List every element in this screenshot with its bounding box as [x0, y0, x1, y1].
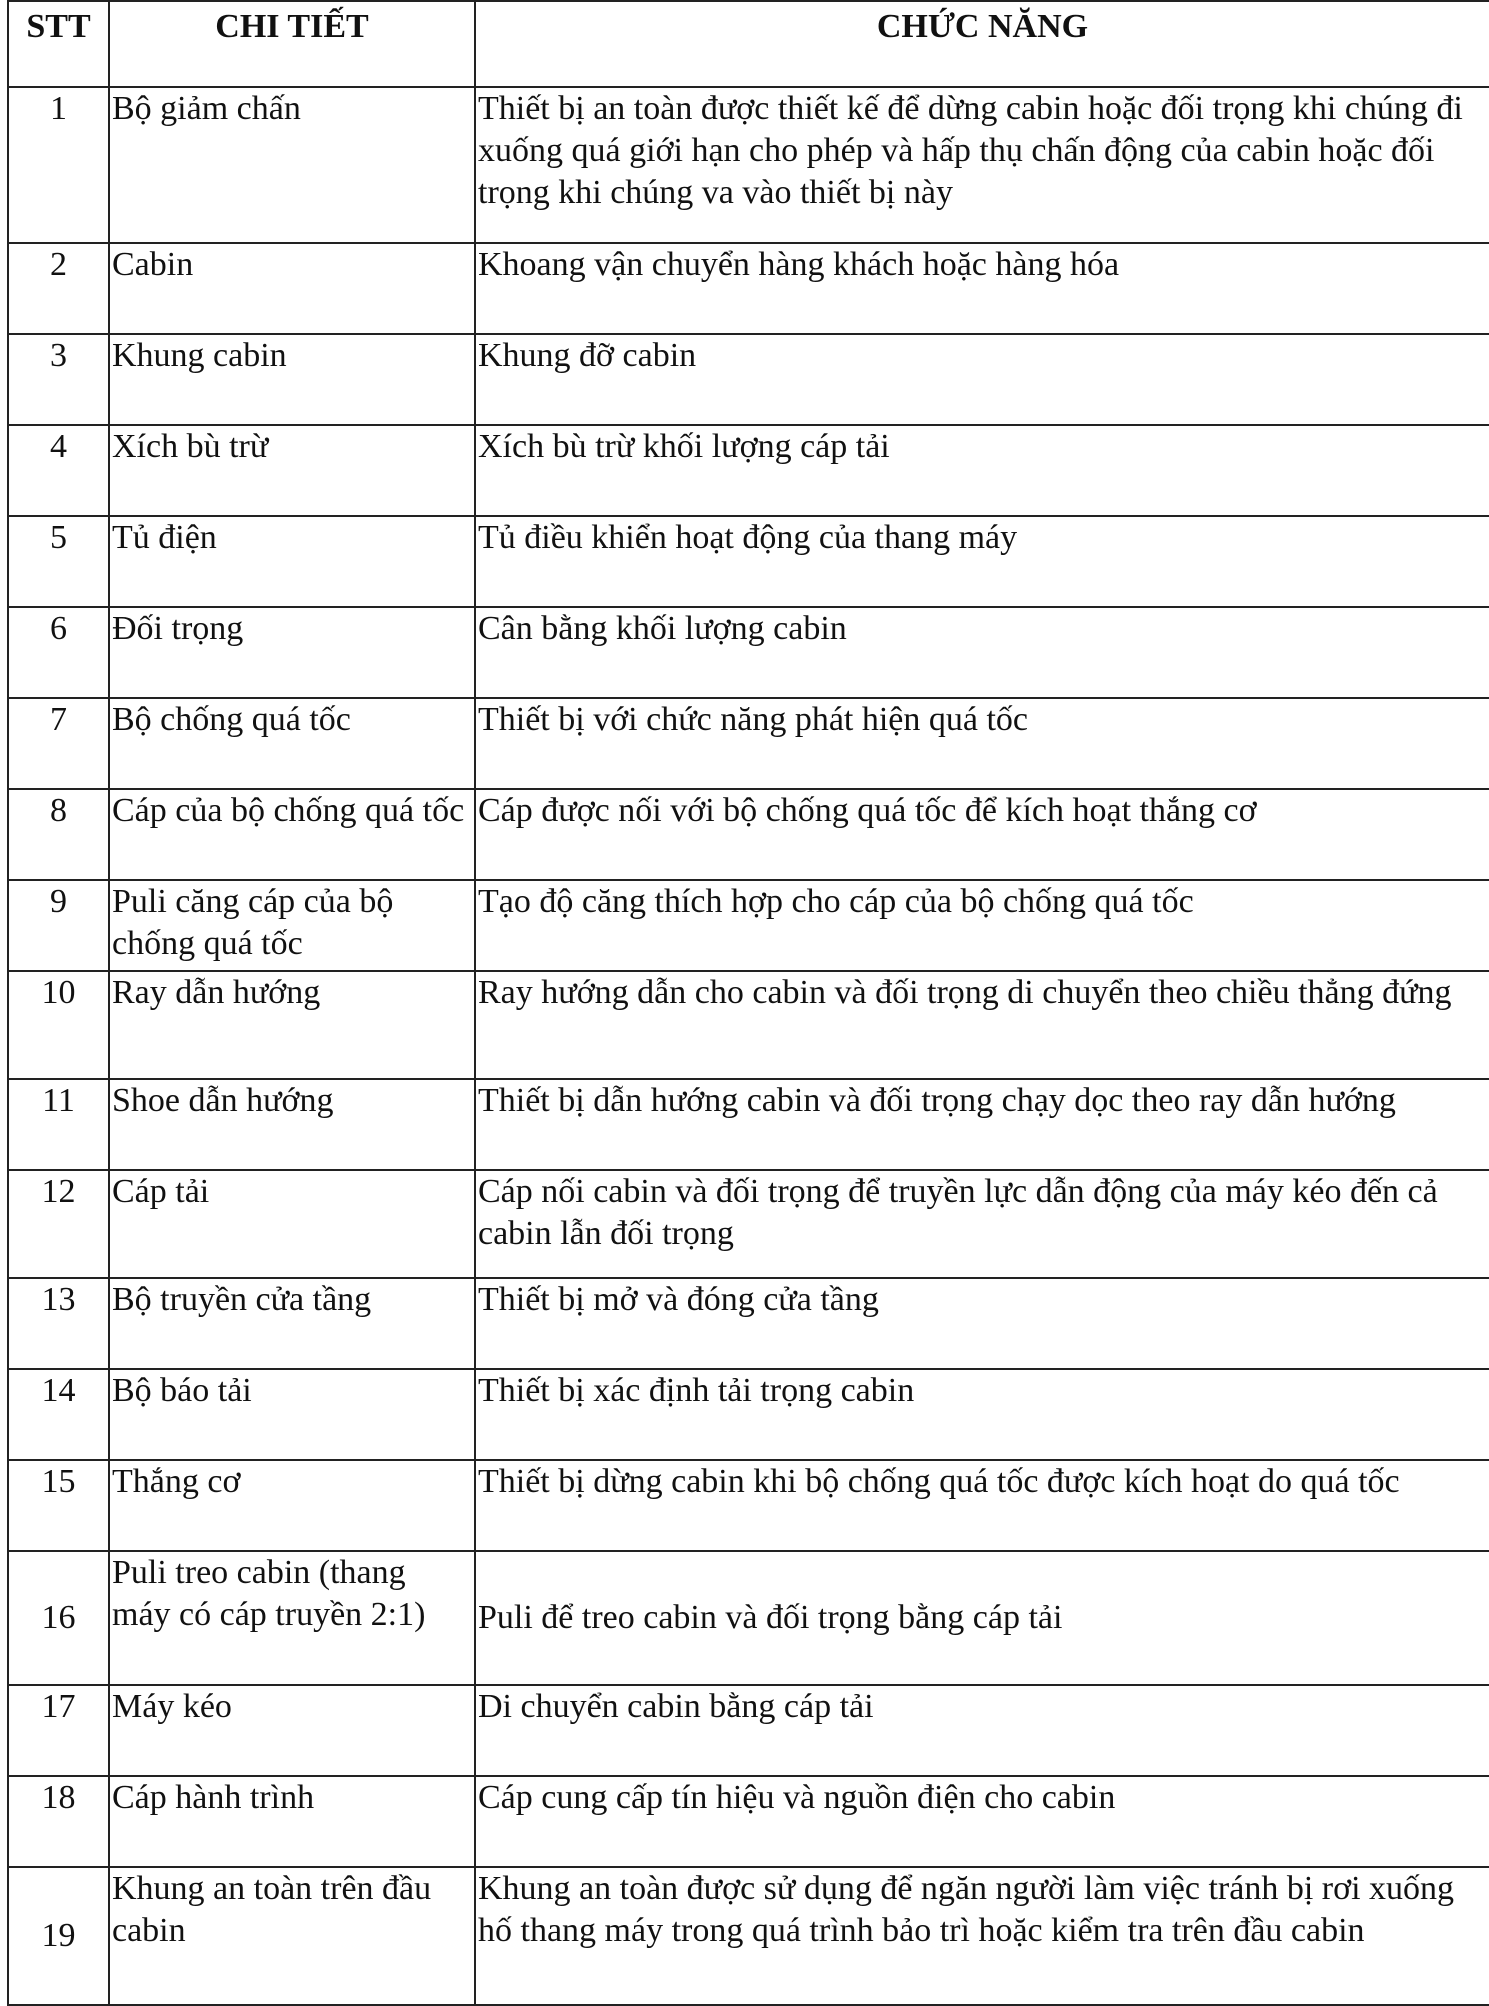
row-function: Tủ điều khiển hoạt động của thang máy — [475, 516, 1489, 607]
row-function: Tạo độ căng thích hợp cho cáp của bộ chống quá tốc — [475, 880, 1489, 971]
row-function: Thiết bị xác định tải trọng cabin — [475, 1369, 1489, 1460]
row-function: Khung an toàn được sử dụng để ngăn người làm việc tránh bị rơi xuống hố thang máy trong quá trình bảo trì hoặc kiểm tra trên đầu cabin — [475, 1867, 1489, 2005]
row-stt: 14 — [8, 1369, 109, 1460]
table-row — [8, 1079, 1489, 1170]
row-part: Cáp tải — [109, 1170, 475, 1278]
row-stt: 7 — [8, 698, 109, 789]
row-function: Thiết bị an toàn được thiết kế để dừng cabin hoặc đối trọng khi chúng đi xuống quá giới hạn cho phép và hấp thụ chấn động của cabin hoặc đối trọng khi chúng va vào thiết bị này — [475, 87, 1489, 243]
row-part: Xích bù trừ — [109, 425, 475, 516]
table-row — [8, 1685, 1489, 1776]
row-stt: 1 — [8, 87, 109, 243]
row-part: Puli căng cáp của bộ chống quá tốc — [109, 880, 475, 971]
table-row — [8, 516, 1489, 607]
row-stt: 3 — [8, 334, 109, 425]
row-function: Cáp nối cabin và đối trọng để truyền lực dẫn động của máy kéo đến cả cabin lẫn đối trọng — [475, 1170, 1489, 1278]
table-row — [8, 87, 1489, 243]
table-row — [8, 1369, 1489, 1460]
row-stt: 18 — [8, 1776, 109, 1867]
row-stt: 13 — [8, 1278, 109, 1369]
row-stt: 16 — [8, 1551, 109, 1685]
table-row — [8, 880, 1489, 971]
row-part: Ray dẫn hướng — [109, 971, 475, 1079]
table-row — [8, 789, 1489, 880]
row-part: Bộ chống quá tốc — [109, 698, 475, 789]
row-part: Cabin — [109, 243, 475, 334]
row-part: Thắng cơ — [109, 1460, 475, 1551]
row-stt: 19 — [8, 1867, 109, 2005]
row-function: Di chuyển cabin bằng cáp tải — [475, 1685, 1489, 1776]
row-part: Khung an toàn trên đầu cabin — [109, 1867, 475, 2005]
row-function: Cáp cung cấp tín hiệu và nguồn điện cho cabin — [475, 1776, 1489, 1867]
row-part: Cáp hành trình — [109, 1776, 475, 1867]
row-part: Đối trọng — [109, 607, 475, 698]
row-function: Khoang vận chuyển hàng khách hoặc hàng hóa — [475, 243, 1489, 334]
table-row — [8, 243, 1489, 334]
header-stt: STT — [8, 1, 109, 87]
row-function: Thiết bị dừng cabin khi bộ chống quá tốc được kích hoạt do quá tốc — [475, 1460, 1489, 1551]
row-function: Xích bù trừ khối lượng cáp tải — [475, 425, 1489, 516]
table-row — [8, 425, 1489, 516]
row-stt: 15 — [8, 1460, 109, 1551]
row-stt: 5 — [8, 516, 109, 607]
row-part: Bộ giảm chấn — [109, 87, 475, 243]
table-row — [8, 607, 1489, 698]
row-function: Thiết bị dẫn hướng cabin và đối trọng chạy dọc theo ray dẫn hướng — [475, 1079, 1489, 1170]
row-function: Cân bằng khối lượng cabin — [475, 607, 1489, 698]
row-stt: 2 — [8, 243, 109, 334]
table-row — [8, 1460, 1489, 1551]
table-row — [8, 1170, 1489, 1278]
components-table — [7, 0, 1489, 2006]
row-stt: 9 — [8, 880, 109, 971]
row-part: Cáp của bộ chống quá tốc — [109, 789, 475, 880]
row-function: Puli để treo cabin và đối trọng bằng cáp tải — [475, 1551, 1489, 1685]
row-part: Bộ báo tải — [109, 1369, 475, 1460]
table-row — [8, 1776, 1489, 1867]
row-stt: 12 — [8, 1170, 109, 1278]
row-function: Khung đỡ cabin — [475, 334, 1489, 425]
row-function: Cáp được nối với bộ chống quá tốc để kích hoạt thắng cơ — [475, 789, 1489, 880]
row-function: Thiết bị với chức năng phát hiện quá tốc — [475, 698, 1489, 789]
row-stt: 4 — [8, 425, 109, 516]
header-function: CHỨC NĂNG — [475, 1, 1489, 87]
row-function: Thiết bị mở và đóng cửa tầng — [475, 1278, 1489, 1369]
row-part: Tủ điện — [109, 516, 475, 607]
row-stt: 10 — [8, 971, 109, 1079]
table-row — [8, 1278, 1489, 1369]
table-row — [8, 698, 1489, 789]
header-part: CHI TIẾT — [109, 1, 475, 87]
row-part: Khung cabin — [109, 334, 475, 425]
table-row — [8, 1867, 1489, 2005]
table-row — [8, 1551, 1489, 1685]
row-stt: 11 — [8, 1079, 109, 1170]
row-part: Puli treo cabin (thang máy có cáp truyền 2:1) — [109, 1551, 475, 1685]
header-row — [8, 1, 1489, 87]
row-function: Ray hướng dẫn cho cabin và đối trọng di chuyển theo chiều thẳng đứng — [475, 971, 1489, 1079]
table-row — [8, 334, 1489, 425]
row-stt: 8 — [8, 789, 109, 880]
table-row — [8, 971, 1489, 1079]
row-part: Shoe dẫn hướng — [109, 1079, 475, 1170]
row-part: Máy kéo — [109, 1685, 475, 1776]
row-stt: 6 — [8, 607, 109, 698]
row-part: Bộ truyền cửa tầng — [109, 1278, 475, 1369]
row-stt: 17 — [8, 1685, 109, 1776]
